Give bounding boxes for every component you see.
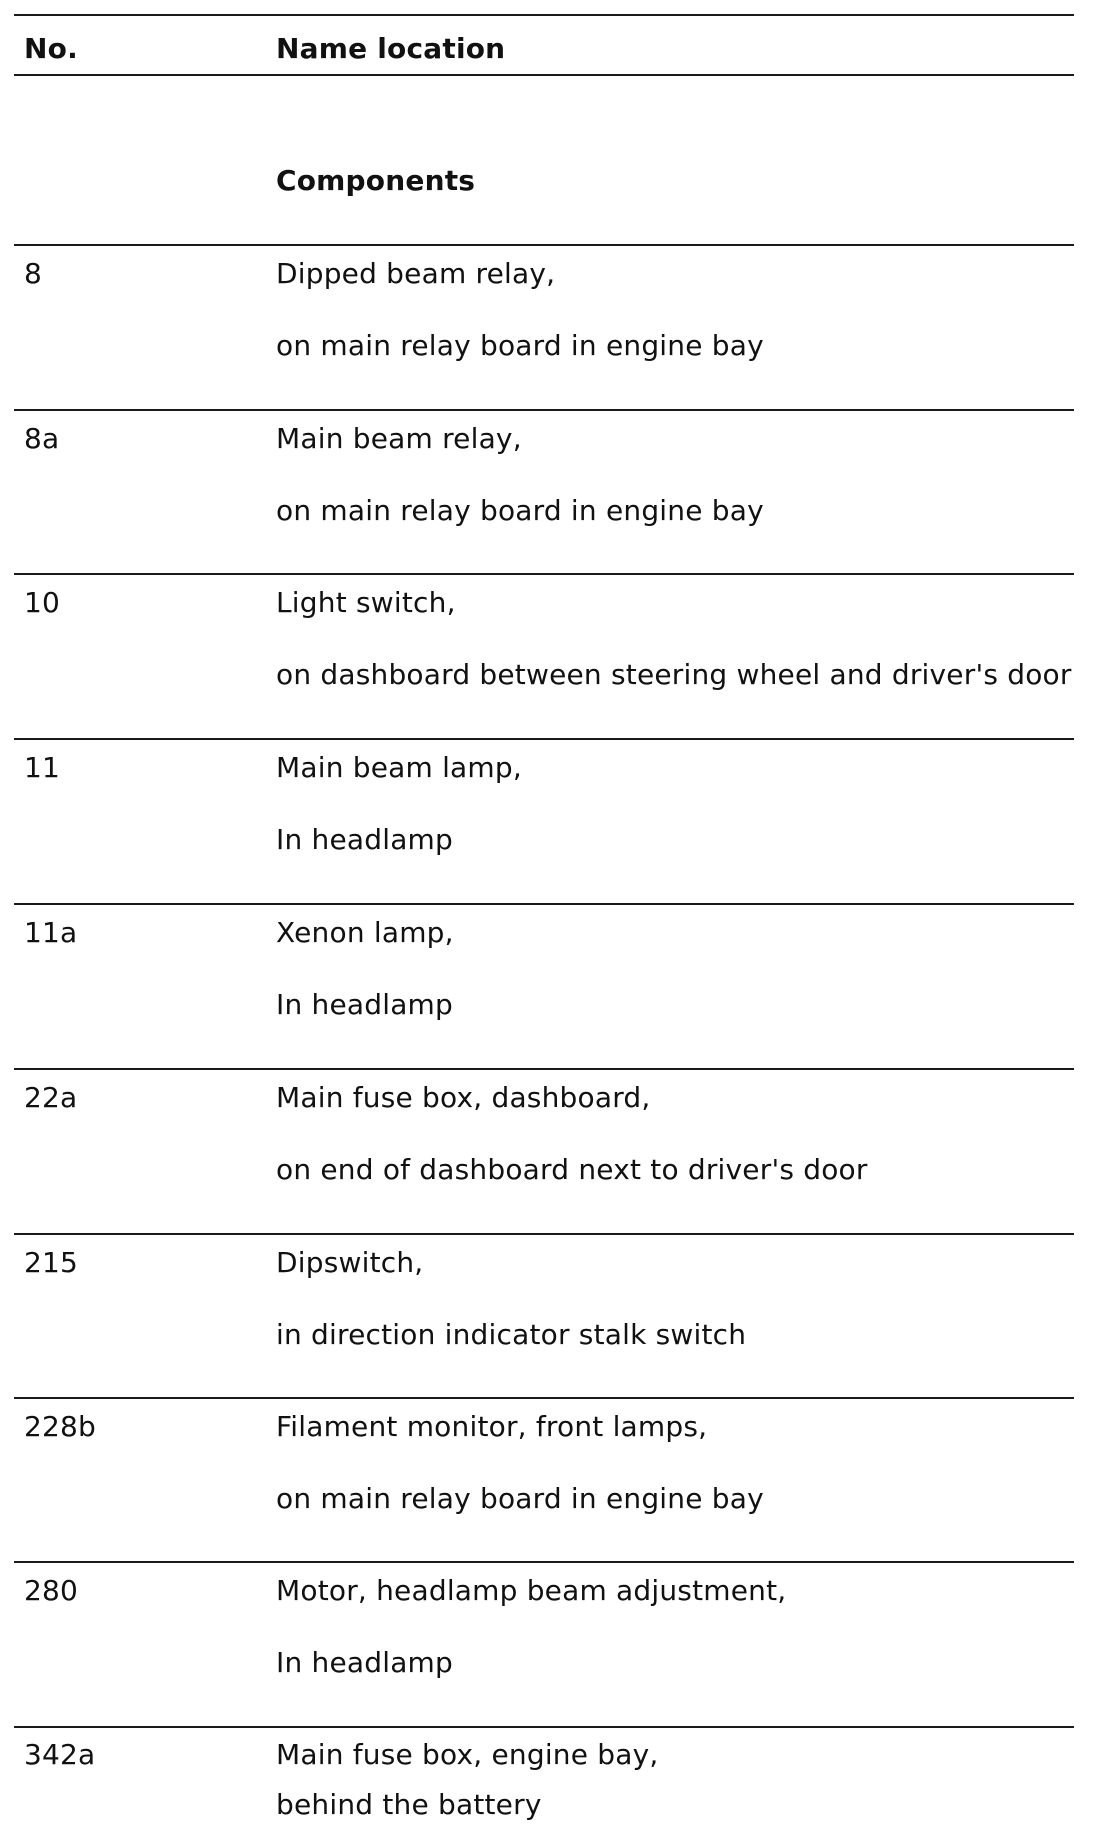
row-location: on main relay board in engine bay bbox=[276, 1482, 764, 1515]
row-divider bbox=[14, 1561, 1074, 1563]
row-number: 8a bbox=[24, 422, 60, 455]
row-divider bbox=[14, 1068, 1074, 1070]
section-title: Components bbox=[276, 164, 476, 197]
row-number: 11a bbox=[24, 916, 78, 949]
row-location: on dashboard between steering wheel and driver's door bbox=[276, 658, 1072, 691]
row-name: Main beam lamp, bbox=[276, 751, 522, 784]
row-name: Main fuse box, dashboard, bbox=[276, 1081, 651, 1114]
row-number: 11 bbox=[24, 751, 61, 784]
row-number: 10 bbox=[24, 586, 61, 619]
row-name: Dipswitch, bbox=[276, 1246, 424, 1279]
row-name: Xenon lamp, bbox=[276, 916, 454, 949]
row-location: In headlamp bbox=[276, 1646, 453, 1679]
row-location: In headlamp bbox=[276, 823, 453, 856]
row-location: behind the battery bbox=[276, 1788, 542, 1821]
row-number: 22a bbox=[24, 1081, 78, 1114]
column-header-name-location: Name location bbox=[276, 32, 506, 65]
row-name: Light switch, bbox=[276, 586, 456, 619]
row-location: on end of dashboard next to driver's door bbox=[276, 1153, 868, 1186]
row-location: In headlamp bbox=[276, 988, 453, 1021]
row-divider bbox=[14, 1397, 1074, 1399]
header-bottom-rule bbox=[14, 74, 1074, 76]
row-name: Main fuse box, engine bay, bbox=[276, 1738, 659, 1771]
row-location: on main relay board in engine bay bbox=[276, 494, 764, 527]
row-divider bbox=[14, 1726, 1074, 1728]
row-number: 215 bbox=[24, 1246, 79, 1279]
row-number: 342a bbox=[24, 1738, 96, 1771]
row-divider bbox=[14, 903, 1074, 905]
row-divider bbox=[14, 738, 1074, 740]
table-top-rule bbox=[14, 14, 1074, 16]
row-name: Dipped beam relay, bbox=[276, 257, 556, 290]
row-name: Motor, headlamp beam adjustment, bbox=[276, 1574, 787, 1607]
row-divider bbox=[14, 1233, 1074, 1235]
row-location: in direction indicator stalk switch bbox=[276, 1318, 747, 1351]
row-name: Main beam relay, bbox=[276, 422, 522, 455]
row-divider bbox=[14, 244, 1074, 246]
row-location: on main relay board in engine bay bbox=[276, 329, 764, 362]
row-divider bbox=[14, 573, 1074, 575]
row-number: 280 bbox=[24, 1574, 79, 1607]
row-divider bbox=[14, 409, 1074, 411]
row-number: 8 bbox=[24, 257, 43, 290]
row-number: 228b bbox=[24, 1410, 97, 1443]
column-header-no: No. bbox=[24, 32, 78, 65]
row-name: Filament monitor, front lamps, bbox=[276, 1410, 708, 1443]
